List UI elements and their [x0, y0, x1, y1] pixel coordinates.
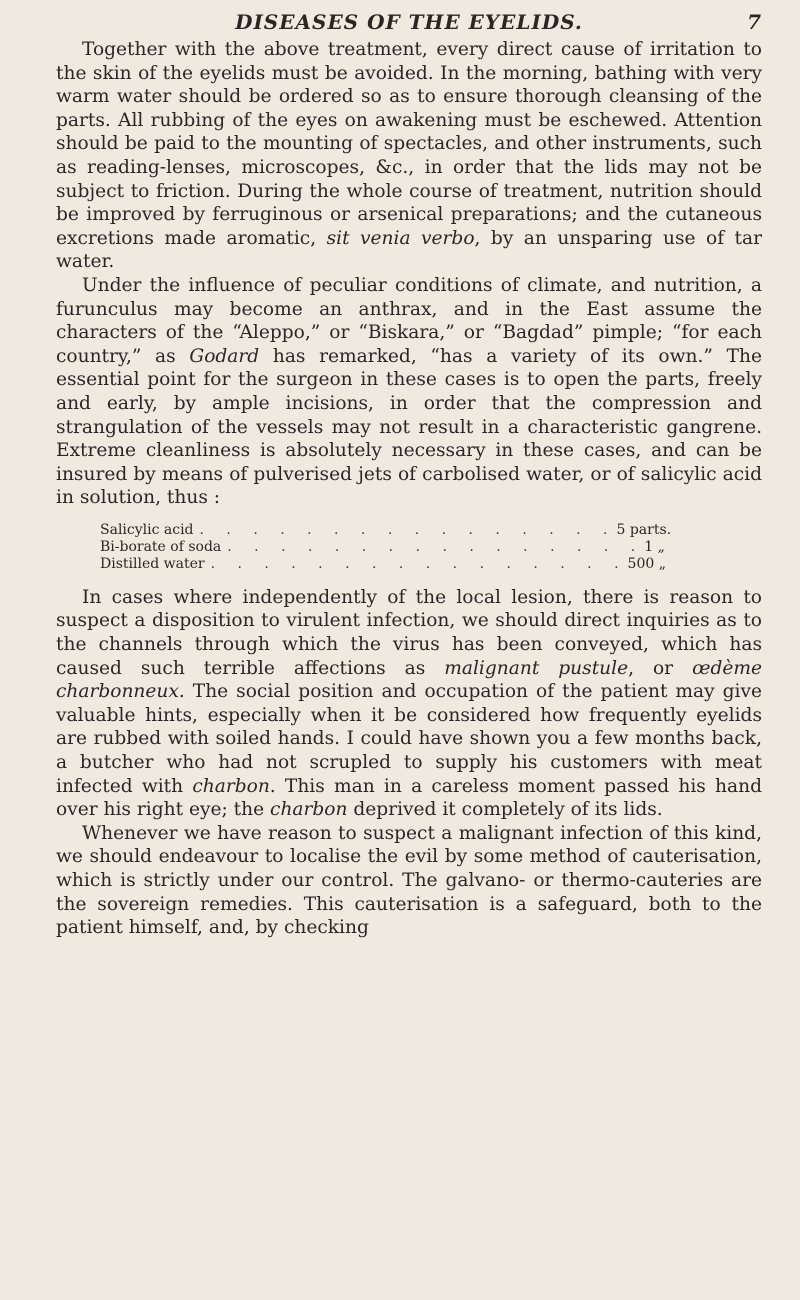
- prescription-row: [100, 538, 665, 556]
- italic-phrase: sit venia verbo: [326, 227, 475, 249]
- paragraph-text: , by an unsparing use of tar water.: [56, 227, 762, 273]
- paragraph-text: deprived it completely of its lids.: [347, 799, 663, 821]
- paragraph-text: , or: [628, 657, 693, 679]
- italic-term: charbon: [270, 799, 348, 821]
- paragraph-text: In cases where independently of the local lesion, there is reason to suspect a disposition to virulent infection, we should direct inquiries as to the channels through which the virus has been conveyed, which has caused such terrible affections as: [56, 586, 762, 679]
- running-title: DISEASES OF THE EYELIDS.: [235, 10, 583, 34]
- prescription-row: [100, 521, 672, 539]
- prescription-row: [100, 555, 666, 573]
- ingredient: Distilled water: [100, 555, 205, 572]
- book-page: [56, 8, 762, 940]
- ingredient: Bi-borate of soda: [100, 538, 222, 555]
- paragraph-treatment: [56, 38, 762, 274]
- paragraph-cauterisation: [56, 822, 762, 940]
- paragraph-text: . The social position and occupation of the patient may give valuable hints, especially when it be considered how frequently eyelids are rubbed with soiled hands. I could have shown you a few months back, a butcher who had not scrupled to supply his customers with meat infected with: [56, 681, 762, 797]
- ingredient: Salicylic acid: [100, 521, 194, 538]
- dot-leader: . . . . . . . . . . . . . . . .: [227, 538, 645, 555]
- dot-leader: . . . . . . . . . . . . . . . .: [199, 521, 617, 538]
- italic-term: œdème charbonneux: [56, 657, 762, 703]
- paragraph-text: Whenever we have reason to suspect a malignant infection of this kind, we should endeavour to localise the evil by some method of cauterisation, which is strictly under our control. The galvano- or thermo-cauteries are the sovereign remedies. This cauterisation is a safeguard, both to the patient himself, and, by checking: [56, 822, 762, 939]
- paragraph-infection: [56, 586, 762, 822]
- page-number: 7: [747, 10, 762, 34]
- prescription-table: [100, 521, 672, 573]
- italic-name: Godard: [189, 345, 260, 367]
- paragraph-text: Together with the above treatment, every direct cause of irritation to the skin of the eyelids must be avoided. In the morning, bathing with very warm water should be ordered so as to ensure thorough cleansing of the parts. All rubbing of the eyes on awakening must be eschewed. Attention should be paid to the mounting of spectacles, and other instruments, such as reading-lenses, microscopes, &c., in order that the lids may not be subject to friction. During the whole course of treatment, nutrition should be improved by ferruginous or arsenical preparations; and the cutaneous excretions made aromatic,: [56, 39, 762, 249]
- paragraph-text: has remarked, “has a variety of its own.” The essential point for the surgeon in these cases is to open the parts, freely and early, by ample incisions, in order that the compression and strangulation of the vessels may not result in a characteristic gangrene. Extreme cleanliness is absolutely necessary in these cases, and can be insured by means of pulverised jets of carbolised water, or of salicylic acid in solution, thus :: [56, 345, 762, 509]
- running-header: [56, 8, 762, 38]
- quantity: 500 „: [627, 555, 666, 572]
- paragraph-climate: [56, 274, 762, 510]
- italic-term: malignant pustule: [444, 657, 629, 679]
- dot-leader: . . . . . . . . . . . . . . . .: [210, 555, 628, 572]
- quantity: 5 parts.: [616, 521, 672, 538]
- italic-term: charbon: [192, 775, 270, 797]
- quantity: 1 „: [644, 538, 665, 555]
- paragraph-text: . This man in a careless moment passed his hand over his right eye; the: [56, 775, 762, 821]
- paragraph-text: Under the influence of peculiar conditions of climate, and nutrition, a furunculus may become an anthrax, and in the East assume the characters of the “Aleppo,” or “Biskara,” or “Bagdad” pimple; “for each country,” as: [56, 274, 762, 367]
